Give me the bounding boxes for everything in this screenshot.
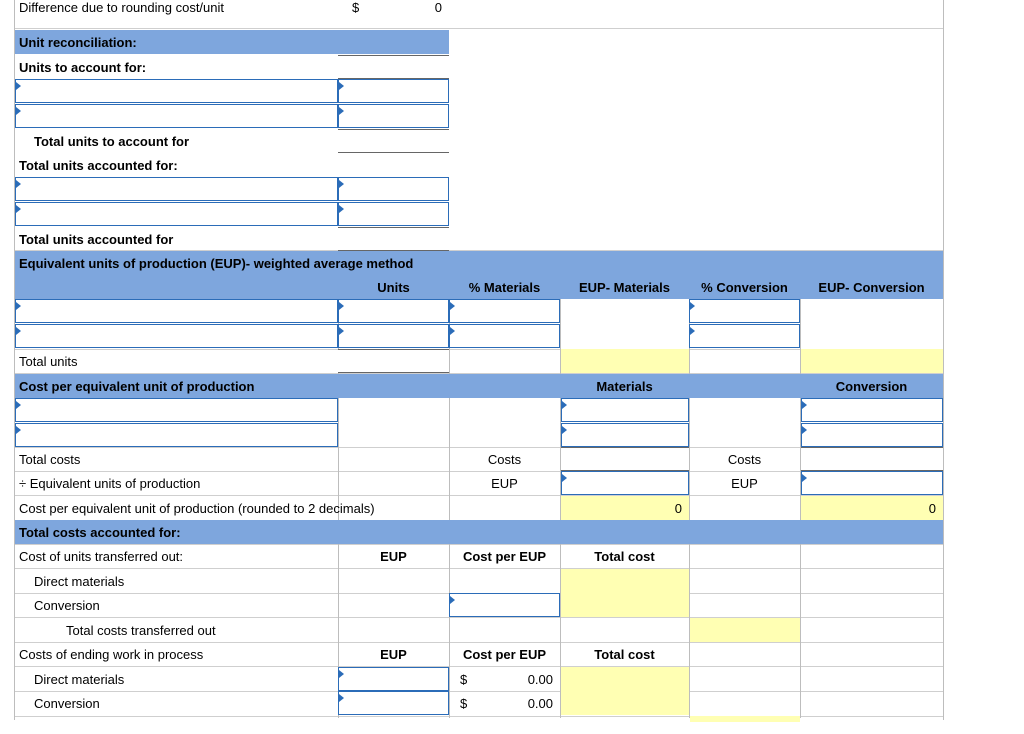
- cost-per-eup-header-materials: Materials: [560, 374, 689, 398]
- total-units-label: Total units: [19, 353, 78, 369]
- wip-conversion-total-cost: [561, 691, 689, 715]
- eup-row2-units-input[interactable]: [338, 324, 449, 348]
- partial-total-wip-cell: [690, 716, 800, 722]
- wip-dm-eup-input[interactable]: [338, 667, 449, 691]
- wip-dm-cost-per-eup: 0.00: [527, 671, 553, 687]
- eup-header-blank: [15, 275, 338, 299]
- eup-row2-pct-conversion-input[interactable]: [689, 324, 800, 348]
- eup-row1-label-input[interactable]: [15, 299, 338, 323]
- grid-line: [14, 716, 944, 717]
- col-header-eup: EUP: [380, 548, 407, 564]
- unit-reconciliation-header: Unit reconciliation:: [15, 30, 338, 54]
- transferred-conversion-total-cost: [561, 593, 689, 617]
- units-accounted-value-input-2[interactable]: [338, 202, 449, 226]
- eup-conversion-input[interactable]: [801, 471, 943, 495]
- cost-per-eup-materials-value: 0: [561, 496, 689, 520]
- eup-header-eup-conversion: EUP- Conversion: [800, 275, 943, 299]
- total-costs-materials-value: [561, 447, 689, 471]
- cost-per-eup-header-fill-2: [689, 374, 800, 398]
- rounding-dollar-sign: $: [352, 0, 360, 15]
- grid-line: [943, 0, 944, 720]
- transferred-conversion-cost-per-eup-input[interactable]: [449, 593, 560, 617]
- total-units-to-account-label: Total units to account for: [34, 133, 190, 149]
- eup-label-materials: EUP: [491, 475, 518, 491]
- total-costs-accounted-header: Total costs accounted for:: [15, 520, 943, 544]
- cost-row2-materials-input[interactable]: [561, 423, 689, 447]
- transferred-conversion-label: Conversion: [34, 597, 100, 613]
- wip-conversion-eup-input[interactable]: [338, 691, 449, 715]
- total-costs-label: Total costs: [19, 451, 81, 467]
- wip-conversion-cost-per-eup: 0.00: [527, 695, 553, 711]
- total-transferred-out-value: [690, 618, 800, 642]
- wip-conversion-label: Conversion: [34, 695, 100, 711]
- wip-conversion-dollar-sign: $: [460, 695, 468, 711]
- units-to-account-label-input-1[interactable]: [15, 79, 338, 103]
- cost-transferred-out-label: Cost of units transferred out:: [19, 548, 184, 564]
- cost-per-eup-conversion-value: 0: [801, 496, 943, 520]
- eup-header-units: Units: [338, 275, 449, 299]
- eup-header-pct-conversion: % Conversion: [689, 275, 800, 299]
- wip-dm-dollar-sign: $: [460, 671, 468, 687]
- col-header-total-cost: Total cost: [594, 548, 655, 564]
- cost-row1-label-input[interactable]: [15, 398, 338, 422]
- units-to-account-value-input-2[interactable]: [338, 104, 449, 128]
- rounding-difference-value: 0: [434, 0, 442, 15]
- cost-per-eup-header-fill: [338, 374, 560, 398]
- total-eup-materials-cell: [561, 349, 689, 373]
- total-units-to-account-value: [338, 129, 449, 153]
- rounding-difference-label: Difference due to rounding cost/unit: [19, 0, 225, 15]
- transferred-dm-total-cost: [561, 569, 689, 593]
- cost-per-eup-header: Cost per equivalent unit of production: [15, 374, 338, 398]
- cost-per-eup-rounded-label: Cost per equivalent unit of production (rounded to 2 decimals): [19, 500, 375, 516]
- eup-label-conversion: EUP: [731, 475, 758, 491]
- units-to-account-label: Units to account for:: [19, 59, 147, 75]
- units-to-account-label-input-2[interactable]: [15, 104, 338, 128]
- costs-label-materials: Costs: [487, 451, 522, 467]
- eup-row1-pct-materials-input[interactable]: [449, 299, 560, 323]
- eup-row2-pct-materials-input[interactable]: [449, 324, 560, 348]
- unit-reconciliation-header-fill: [338, 30, 449, 54]
- cost-row1-conversion-input[interactable]: [801, 398, 943, 422]
- units-to-account-cell: [338, 55, 449, 79]
- cost-row1-materials-input[interactable]: [561, 398, 689, 422]
- total-units-accounted-header: Total units accounted for:: [19, 157, 178, 173]
- total-eup-conversion-cell: [801, 349, 943, 373]
- grid-line: [14, 28, 944, 29]
- cost-per-eup-header-conversion: Conversion: [800, 374, 943, 398]
- total-costs-conversion-value: [801, 447, 943, 471]
- units-accounted-value-input-1[interactable]: [338, 177, 449, 201]
- cost-row2-label-input[interactable]: [15, 423, 338, 447]
- wip-direct-materials-label: Direct materials: [34, 671, 125, 687]
- eup-row1-units-input[interactable]: [338, 299, 449, 323]
- total-units-value: [338, 349, 449, 373]
- eup-row2-label-input[interactable]: [15, 324, 338, 348]
- eup-section-header: Equivalent units of production (EUP)- weighted average method: [15, 251, 943, 275]
- units-accounted-label-input-2[interactable]: [15, 202, 338, 226]
- units-accounted-label-input-1[interactable]: [15, 177, 338, 201]
- eup-materials-input[interactable]: [561, 471, 689, 495]
- wip-col-header-total-cost: Total cost: [594, 646, 655, 662]
- total-units-accounted-value: [338, 227, 449, 251]
- costs-label-conversion: Costs: [727, 451, 762, 467]
- eup-header-pct-materials: % Materials: [449, 275, 560, 299]
- cost-row2-conversion-input[interactable]: [801, 423, 943, 447]
- wip-col-header-eup: EUP: [380, 646, 407, 662]
- divide-eup-label: ÷ Equivalent units of production: [19, 475, 201, 491]
- transferred-direct-materials-label: Direct materials: [34, 573, 125, 589]
- eup-row1-pct-conversion-input[interactable]: [689, 299, 800, 323]
- ending-wip-label: Costs of ending work in process: [19, 646, 204, 662]
- wip-col-header-cost-per-eup: Cost per EUP: [462, 646, 547, 662]
- total-units-accounted-label: Total units accounted for: [19, 231, 174, 247]
- total-transferred-out-label: Total costs transferred out: [66, 622, 216, 638]
- units-to-account-value-input-1[interactable]: [338, 79, 449, 103]
- wip-dm-total-cost: [561, 667, 689, 691]
- col-header-cost-per-eup: Cost per EUP: [462, 548, 547, 564]
- eup-header-eup-materials: EUP- Materials: [560, 275, 689, 299]
